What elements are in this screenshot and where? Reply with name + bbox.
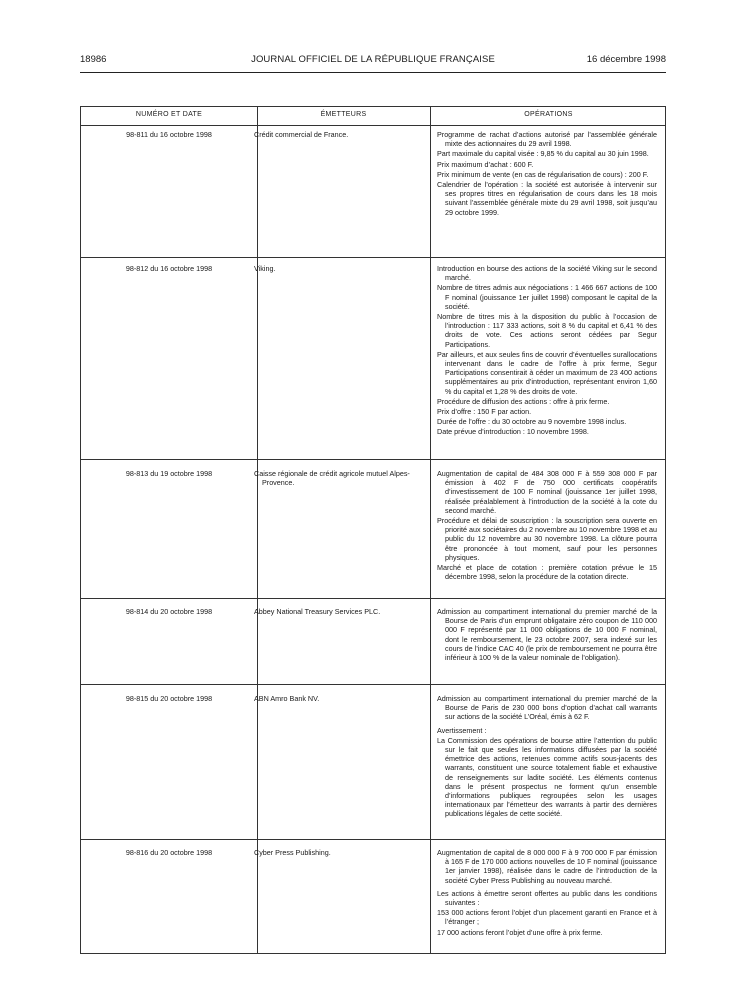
- operation-paragraph: Procédure de diffusion des actions : offre à prix ferme.: [437, 396, 610, 406]
- column-header-operations: OPÉRATIONS: [524, 111, 573, 118]
- column-header-emetteurs: ÉMETTEURS: [320, 111, 367, 118]
- row-5-emetteur: ABN Amro Bank NV.: [254, 694, 320, 703]
- row-5-operations: [437, 694, 657, 820]
- operation-paragraph: Augmentation de capital de 484 308 000 F à 559 308 000 F par émission à 402 F de 750 000 certificats coopératifs d’investissement de 100 F nominal (jouissance 1er juillet 1998, réalisée préalablement à l’introduction de la société à la cote du second marché.: [437, 469, 657, 515]
- operation-paragraph: Les actions à émettre seront offertes au public dans les conditions suivantes :: [437, 888, 657, 908]
- row-1-operations: [437, 130, 657, 218]
- column-divider: [257, 106, 258, 953]
- operation-paragraph: Date prévue d’introduction : 10 novembre 1998.: [437, 427, 589, 437]
- publication-date: 16 décembre 1998: [586, 54, 666, 65]
- row-divider: [81, 459, 665, 460]
- operation-paragraph: Introduction en bourse des actions de la société Viking sur le second marché.: [437, 264, 657, 283]
- column-header-numero: NUMÉRO ET DATE: [135, 111, 203, 118]
- row-1-emetteur: Crédit commercial de France.: [254, 130, 349, 139]
- operation-paragraph: Programme de rachat d’actions autorisé par l’assemblée générale mixte des actionnaires du 29 avril 1998.: [437, 130, 657, 149]
- operation-paragraph: Durée de l’offre : du 30 octobre au 9 novembre 1998 inclus.: [437, 417, 627, 427]
- operation-paragraph: Part maximale du capital visée : 9,85 % du capital au 30 juin 1998.: [437, 149, 649, 159]
- operations-table: [80, 106, 666, 954]
- row-2-numero: 98-812 du 16 octobre 1998: [125, 264, 213, 273]
- row-divider: [81, 684, 665, 685]
- row-4-operations: [437, 607, 657, 663]
- row-2-emetteur: Viking.: [254, 264, 276, 273]
- row-3-emetteur: Caisse régionale de crédit agricole mutuel Alpes-Provence.: [254, 469, 410, 488]
- operation-paragraph: Prix maximum d’achat : 600 F.: [437, 159, 534, 169]
- operation-paragraph: Admission au compartiment international du premier marché de la Bourse de Paris d’un emprunt obligataire zéro coupon de 110 000 000 F représenté par 11 000 obligations de 10 000 F nominal, dont le remboursement, le 23 octobre 2007, sera indexé sur les cours de l’indice CAC 40 (le prix de remboursement ne pourra être inférieur à 100 % de la valeur nominale de l’obligation).: [437, 607, 657, 663]
- operation-paragraph: Avertissement :: [437, 725, 487, 735]
- operation-paragraph: Prix d’offre : 150 F par action.: [437, 407, 532, 417]
- row-3-numero: 98-813 du 19 octobre 1998: [125, 469, 213, 478]
- journal-title: JOURNAL OFFICIEL DE LA RÉPUBLIQUE FRANÇAISE: [251, 54, 495, 65]
- row-divider: [81, 257, 665, 258]
- row-6-operations: [437, 848, 657, 938]
- column-divider: [430, 106, 431, 953]
- row-6-numero: 98-816 du 20 octobre 1998: [125, 848, 213, 857]
- operation-paragraph: 17 000 actions feront l’objet d’une offre à prix ferme.: [437, 927, 603, 937]
- table-header-row: [81, 106, 665, 126]
- row-5-numero: 98-815 du 20 octobre 1998: [125, 694, 213, 703]
- row-1-numero: 98-811 du 16 octobre 1998: [126, 130, 212, 139]
- page-header: [80, 54, 666, 68]
- operation-paragraph: Augmentation de capital de 8 000 000 F à 9 700 000 F par émission à 165 F de 170 000 actions nouvelles de 10 F nominal (jouissance 1er janvier 1998), réalisée dans le cadre de l’introduction de la société Cyber Press Publishing au nouveau marché.: [437, 848, 657, 885]
- operation-paragraph: Prix minimum de vente (en cas de régularisation de cours) : 200 F.: [437, 169, 649, 179]
- operation-paragraph: Marché et place de cotation : première cotation prévue le 15 décembre 1998, selon la procédure de la cotation directe.: [437, 563, 657, 582]
- operation-paragraph: Calendrier de l’opération : la société est autorisée à intervenir sur ses propres titres en régularisation de cours dans les 18 mois suivant l’assemblée générale mixte du 29 avril 1998, soit jusqu’au 29 octobre 1999.: [437, 180, 657, 217]
- row-divider: [81, 839, 665, 840]
- operation-paragraph: Admission au compartiment international du premier marché de la Bourse de Paris de 230 000 bons d’option d’achat call warrants sur actions de la société L’Oréal, émis à 62 F.: [437, 694, 657, 722]
- row-6-emetteur: Cyber Press Publishing.: [254, 848, 331, 857]
- row-divider: [81, 598, 665, 599]
- operation-paragraph: Nombre de titres admis aux négociations : 1 466 667 actions de 100 F nominal (jouissance 1er juillet 1998) composant le capital de la société.: [437, 283, 657, 311]
- header-rule: [80, 72, 666, 73]
- operation-paragraph: La Commission des opérations de bourse attire l’attention du public sur le fait que seules les informations diffusées par la société émettrice des actions, retenues comme actifs sous-jacents des warrants, constituent une source totalement fiable et exhaustive de renseignements sur ladite société. Les éléments contenus dans le présent prospectus ne forment qu’un ensemble d’informations publiques regroupées selon les usages internationaux par l’émetteur des warrants à partir des dernières publications légales de cette société.: [437, 735, 657, 819]
- operation-paragraph: Procédure et délai de souscription : la souscription sera ouverte en priorité aux sociétaires du 2 novembre au 10 novembre 1998 et au public du 12 novembre au 30 novembre 1998. La clôture pourra être prononcée à tout moment, sauf pour les personnes physiques.: [437, 516, 657, 562]
- operation-paragraph: 153 000 actions feront l’objet d’un placement garanti en France et à l’étranger ;: [437, 908, 657, 927]
- row-4-numero: 98-814 du 20 octobre 1998: [125, 607, 213, 616]
- page-number: 18986: [80, 54, 107, 65]
- operation-paragraph: Nombre de titres mis à la disposition du public à l’occasion de l’introduction : 117 333 actions, soit 8 % du capital et 6,41 % des droits de vote. Ces actions seront cédées par Segur Participations.: [437, 312, 657, 349]
- row-3-operations: [437, 469, 657, 582]
- operation-paragraph: Par ailleurs, et aux seules fins de couvrir d’éventuelles surallocations intervenant dans le cadre de l’offre à prix ferme, Segur Participations consentirait à céder un maximum de 23 400 actions supplémentaires au prix d’introduction, représentant environ 1,60 % du capital et 1,28 % des droits de vote.: [437, 349, 657, 396]
- row-2-operations: [437, 264, 657, 438]
- row-4-emetteur: Abbey National Treasury Services PLC.: [254, 607, 381, 616]
